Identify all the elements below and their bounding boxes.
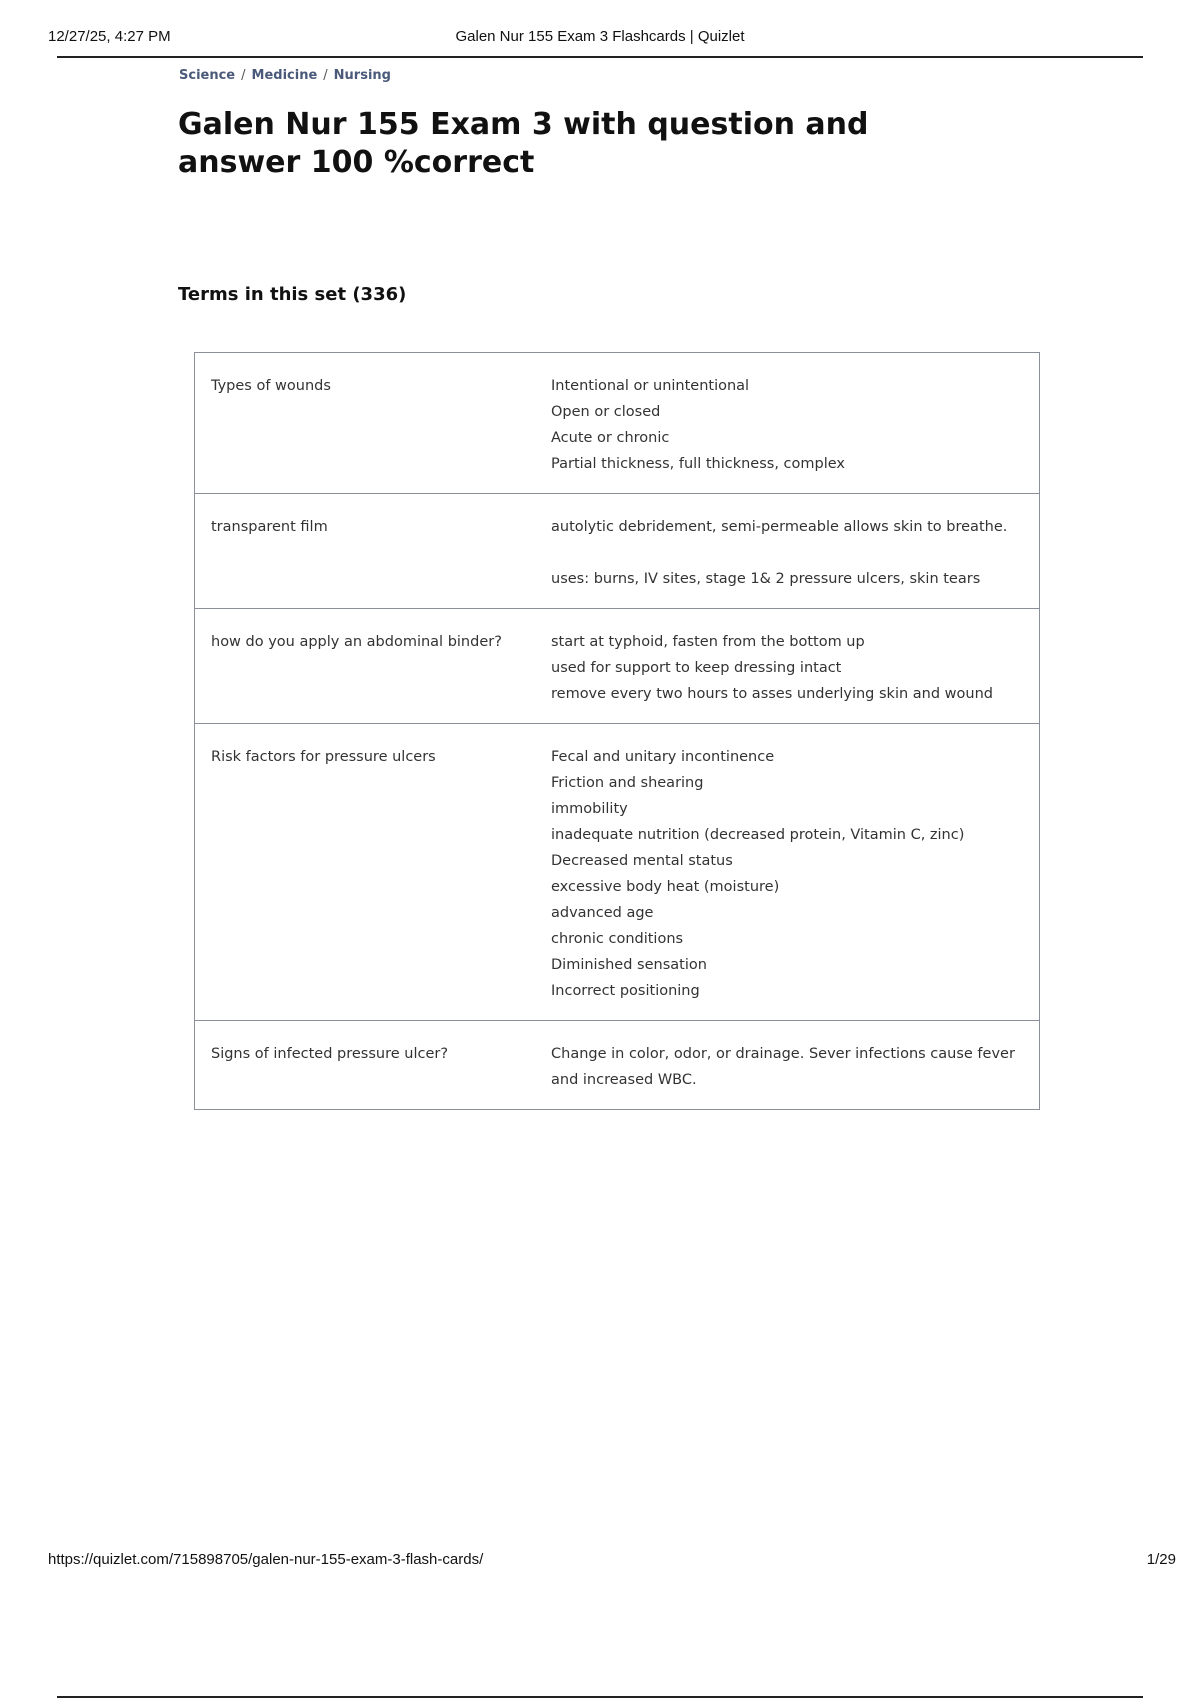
definition-line: Intentional or unintentional — [551, 378, 750, 394]
definition-line: advanced age — [551, 905, 654, 921]
definition-line: immobility — [551, 801, 628, 817]
terms-heading: Terms in this set (336) — [178, 284, 407, 305]
definition-line: Fecal and unitary incontinence — [551, 749, 775, 765]
definition-line: Change in color, odor, or drainage. Sever infections cause fever and increased WBC. — [551, 1046, 1015, 1088]
header-divider — [57, 56, 1143, 58]
breadcrumb — [179, 68, 391, 83]
footer-divider — [57, 1696, 1143, 1698]
definition-line: Acute or chronic — [551, 430, 670, 446]
print-page-title: Galen Nur 155 Exam 3 Flashcards | Quizlet — [455, 28, 745, 45]
breadcrumb-nursing[interactable]: Nursing — [333, 68, 391, 83]
footer-url: https://quizlet.com/715898705/galen-nur-155-exam-3-flash-cards/ — [48, 1551, 484, 1568]
term-definition — [551, 514, 1039, 592]
breadcrumb-separator: / — [241, 68, 246, 83]
term-row — [195, 723, 1039, 1020]
term-definition — [551, 373, 1039, 477]
definition-line: Diminished sensation — [551, 957, 707, 973]
definition-line: Partial thickness, full thickness, complex — [551, 456, 846, 472]
definition-spacer — [551, 540, 1019, 566]
definition-line: remove every two hours to asses underlying skin and wound — [551, 686, 993, 702]
term-row — [195, 353, 1039, 493]
term-text: transparent film — [211, 519, 328, 535]
term-text: Risk factors for pressure ulcers — [211, 749, 436, 765]
term-row — [195, 1020, 1039, 1109]
definition-line: autolytic debridement, semi-permeable allows skin to breathe. — [551, 519, 1008, 535]
term-row — [195, 493, 1039, 608]
definition-line: Friction and shearing — [551, 775, 704, 791]
term-row — [195, 608, 1039, 723]
definition-line: excessive body heat (moisture) — [551, 879, 780, 895]
definition-line: start at typhoid, fasten from the bottom up — [551, 634, 865, 650]
page-title: Galen Nur 155 Exam 3 with question and answer 100 %correct — [178, 107, 869, 180]
term-definition — [551, 1041, 1039, 1093]
term-text: Signs of infected pressure ulcer? — [211, 1046, 449, 1062]
terms-table — [194, 352, 1040, 1110]
definition-line: used for support to keep dressing intact — [551, 660, 842, 676]
definition-line: chronic conditions — [551, 931, 684, 947]
term-definition — [551, 629, 1039, 707]
definition-line: Decreased mental status — [551, 853, 733, 869]
definition-line: inadequate nutrition (decreased protein, Vitamin C, zinc) — [551, 827, 965, 843]
definition-line: Open or closed — [551, 404, 661, 420]
definition-line: uses: burns, IV sites, stage 1& 2 pressure ulcers, skin tears — [551, 571, 981, 587]
term-text: how do you apply an abdominal binder? — [211, 634, 502, 650]
breadcrumb-separator: / — [323, 68, 328, 83]
print-datetime: 12/27/25, 4:27 PM — [48, 28, 171, 45]
footer-page-number: 1/29 — [1146, 1551, 1176, 1568]
definition-line: Incorrect positioning — [551, 983, 700, 999]
term-definition — [551, 744, 1039, 1004]
breadcrumb-science[interactable]: Science — [179, 68, 236, 83]
breadcrumb-medicine[interactable]: Medicine — [251, 68, 318, 83]
term-text: Types of wounds — [211, 378, 331, 394]
